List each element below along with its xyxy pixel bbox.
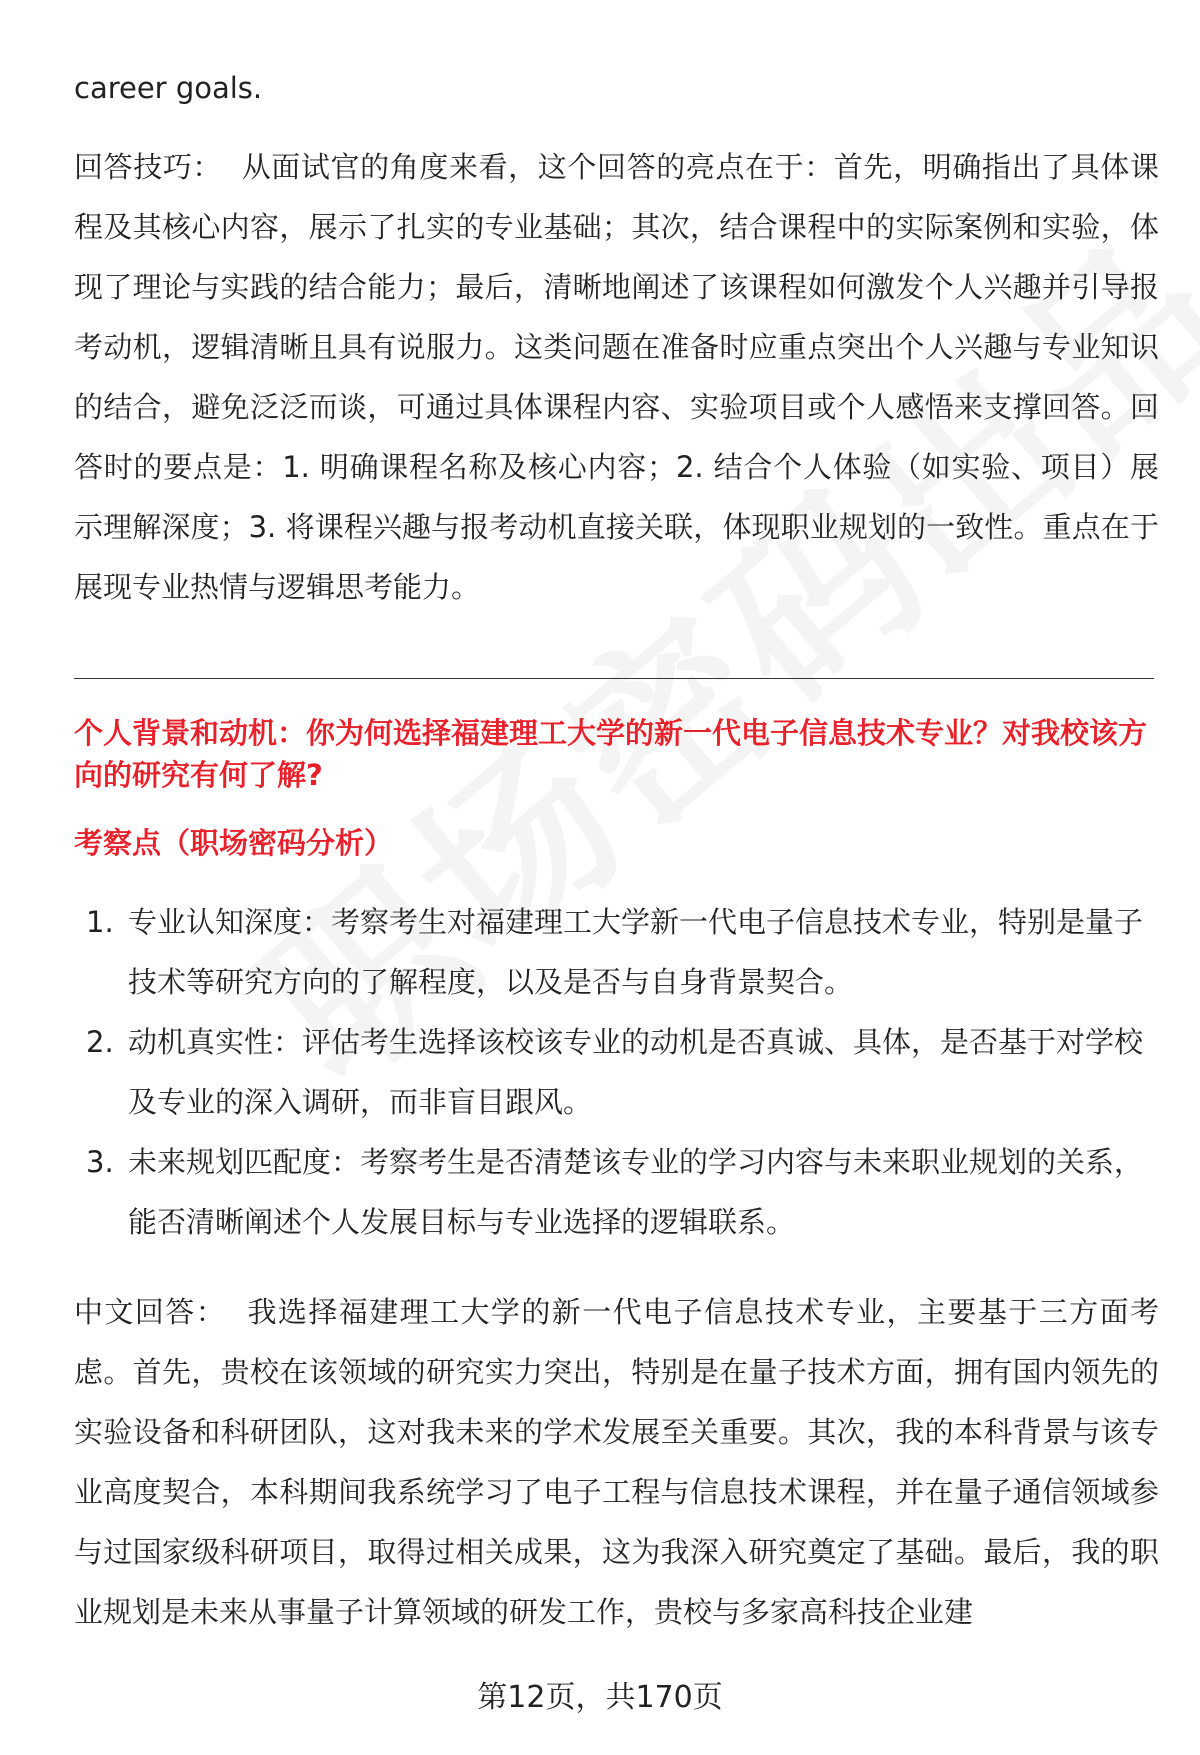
list-item — [74, 1132, 1159, 1252]
intro-tail-block — [74, 58, 1159, 118]
answer-tips-paragraph — [74, 137, 1159, 617]
question-section — [74, 712, 1159, 796]
answer-tips-label: 回答技巧： — [74, 150, 223, 184]
list-item-text: 专业认知深度：考察考生对福建理工大学新一代电子信息技术专业，特别是量子技术等研究方向的了解程度，以及是否与自身背景契合。 — [128, 905, 1144, 999]
list-item-text: 未来规划匹配度：考察考生是否清楚该专业的学习内容与未来职业规划的关系，能否清晰阐述个人发展目标与专业选择的逻辑联系。 — [128, 1145, 1144, 1239]
list-item-number: 2. — [86, 1025, 114, 1059]
focus-points-block — [74, 892, 1159, 1252]
list-item-text: 动机真实性：评估考生选择该校该专业的动机是否真诚、具体，是否基于对学校及专业的深入调研，而非盲目跟风。 — [128, 1025, 1144, 1119]
chinese-answer-paragraph — [74, 1282, 1159, 1642]
chinese-answer-section — [74, 1282, 1159, 1642]
list-item-number: 1. — [86, 905, 114, 939]
focus-points-list — [74, 892, 1159, 1252]
section-divider — [74, 678, 1154, 679]
intro-tail-text: career goals. — [74, 71, 263, 105]
page-footer: 第12页，共170页 — [477, 1680, 723, 1715]
answer-tips-section — [74, 137, 1159, 617]
focus-heading-block — [74, 822, 1159, 864]
question-title: 个人背景和动机：你为何选择福建理工大学的新一代电子信息技术专业？对我校该方向的研究有何了解? — [74, 716, 1148, 792]
list-item-number: 3. — [86, 1145, 114, 1179]
chinese-answer-label: 中文回答： — [74, 1295, 227, 1329]
list-item — [74, 892, 1159, 1012]
chinese-answer-text: 我选择福建理工大学的新一代电子信息技术专业，主要基于三方面考虑。首先，贵校在该领域的研究实力突出，特别是在量子技术方面，拥有国内领先的实验设备和科研团队，这对我未来的学术发展至关重要。其次，我的本科背景与该专业高度契合，本科期间我系统学习了电子工程与信息技术课程，并在量子通信领域参与过国家级科研项目，取得过相关成果，这为我深入研究奠定了基础。最后，我的职业规划是未来从事量子计算领域的研发工作，贵校与多家高科技企业建 — [74, 1295, 1159, 1629]
answer-tips-text: 从面试官的角度来看，这个回答的亮点在于：首先，明确指出了具体课程及其核心内容，展示了扎实的专业基础；其次，结合课程中的实际案例和实验，体现了理论与实践的结合能力；最后，清晰地阐述了该课程如何激发个人兴趣并引导报考动机，逻辑清晰且具有说服力。这类问题在准备时应重点突出个人兴趣与专业知识的结合，避免泛泛而谈，可通过具体课程内容、实验项目或个人感悟来支撑回答。回答时的要点是：1. 明确课程名称及核心内容；2. 结合个人体验（如实验、项目）展示理解深度；3. 将课程兴趣与报考动机直接关联，体现职业规划的一致性。重点在于展现专业热情与逻辑思考能力。 — [74, 150, 1159, 604]
list-item — [74, 1012, 1159, 1132]
focus-heading: 考察点（职场密码分析） — [74, 826, 394, 860]
